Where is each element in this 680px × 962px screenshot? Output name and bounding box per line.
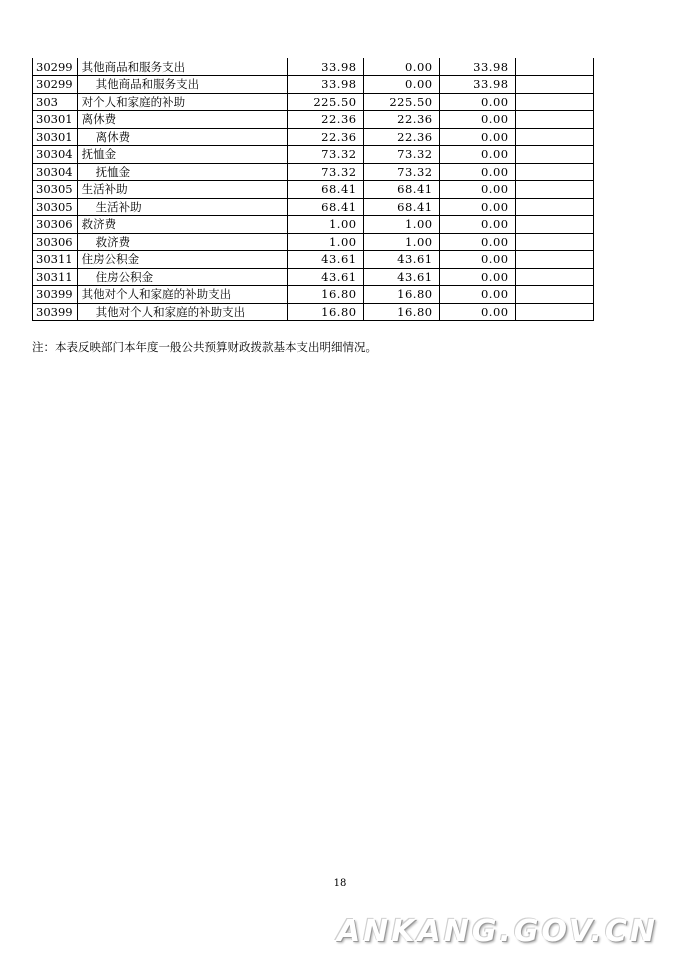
table-row bbox=[33, 93, 594, 111]
item-name-cell: 抚恤金 bbox=[77, 146, 287, 164]
total-cell: 16.80 bbox=[287, 286, 363, 304]
extra-cell bbox=[515, 303, 593, 321]
item-name-cell: 救济费 bbox=[77, 233, 287, 251]
table-row bbox=[33, 128, 594, 146]
code-cell: 30301 bbox=[33, 111, 78, 129]
public-cell: 0.00 bbox=[439, 233, 515, 251]
expenditure-table bbox=[32, 58, 594, 321]
table-row bbox=[33, 58, 594, 76]
code-cell: 30305 bbox=[33, 198, 78, 216]
table-row bbox=[33, 76, 594, 94]
extra-cell bbox=[515, 251, 593, 269]
total-cell: 1.00 bbox=[287, 216, 363, 234]
personnel-cell: 73.32 bbox=[363, 163, 439, 181]
code-cell: 30306 bbox=[33, 216, 78, 234]
table-row bbox=[33, 268, 594, 286]
code-cell: 30311 bbox=[33, 268, 78, 286]
table-row bbox=[33, 146, 594, 164]
table-row bbox=[33, 198, 594, 216]
item-name-cell: 住房公积金 bbox=[77, 268, 287, 286]
code-cell: 303 bbox=[33, 93, 78, 111]
table-row bbox=[33, 251, 594, 269]
personnel-cell: 16.80 bbox=[363, 286, 439, 304]
extra-cell bbox=[515, 128, 593, 146]
extra-cell bbox=[515, 93, 593, 111]
extra-cell bbox=[515, 198, 593, 216]
extra-cell bbox=[515, 181, 593, 199]
item-name-cell: 生活补助 bbox=[77, 198, 287, 216]
total-cell: 68.41 bbox=[287, 181, 363, 199]
extra-cell bbox=[515, 163, 593, 181]
total-cell: 73.32 bbox=[287, 163, 363, 181]
item-name-cell: 其他商品和服务支出 bbox=[77, 58, 287, 76]
item-name-cell: 其他对个人和家庭的补助支出 bbox=[77, 303, 287, 321]
extra-cell bbox=[515, 111, 593, 129]
item-name-cell: 生活补助 bbox=[77, 181, 287, 199]
item-name-cell: 其他商品和服务支出 bbox=[77, 76, 287, 94]
public-cell: 0.00 bbox=[439, 286, 515, 304]
public-cell: 0.00 bbox=[439, 268, 515, 286]
public-cell: 0.00 bbox=[439, 163, 515, 181]
personnel-cell: 73.32 bbox=[363, 146, 439, 164]
item-name-cell: 离休费 bbox=[77, 128, 287, 146]
personnel-cell: 1.00 bbox=[363, 233, 439, 251]
code-cell: 30299 bbox=[33, 76, 78, 94]
table-body bbox=[33, 58, 594, 321]
item-name-cell: 其他对个人和家庭的补助支出 bbox=[77, 286, 287, 304]
code-cell: 30304 bbox=[33, 146, 78, 164]
total-cell: 22.36 bbox=[287, 128, 363, 146]
personnel-cell: 0.00 bbox=[363, 58, 439, 76]
item-name-cell: 住房公积金 bbox=[77, 251, 287, 269]
total-cell: 33.98 bbox=[287, 58, 363, 76]
item-name-cell: 救济费 bbox=[77, 216, 287, 234]
code-cell: 30311 bbox=[33, 251, 78, 269]
total-cell: 33.98 bbox=[287, 76, 363, 94]
total-cell: 43.61 bbox=[287, 268, 363, 286]
total-cell: 16.80 bbox=[287, 303, 363, 321]
personnel-cell: 43.61 bbox=[363, 251, 439, 269]
public-cell: 33.98 bbox=[439, 58, 515, 76]
code-cell: 30304 bbox=[33, 163, 78, 181]
total-cell: 1.00 bbox=[287, 233, 363, 251]
code-cell: 30299 bbox=[33, 58, 78, 76]
extra-cell bbox=[515, 146, 593, 164]
item-name-cell: 对个人和家庭的补助 bbox=[77, 93, 287, 111]
extra-cell bbox=[515, 58, 593, 76]
personnel-cell: 1.00 bbox=[363, 216, 439, 234]
extra-cell bbox=[515, 76, 593, 94]
item-name-cell: 抚恤金 bbox=[77, 163, 287, 181]
code-cell: 30306 bbox=[33, 233, 78, 251]
table-row bbox=[33, 216, 594, 234]
public-cell: 0.00 bbox=[439, 181, 515, 199]
extra-cell bbox=[515, 216, 593, 234]
public-cell: 0.00 bbox=[439, 93, 515, 111]
item-name-cell: 离休费 bbox=[77, 111, 287, 129]
personnel-cell: 68.41 bbox=[363, 181, 439, 199]
extra-cell bbox=[515, 233, 593, 251]
extra-cell bbox=[515, 286, 593, 304]
total-cell: 22.36 bbox=[287, 111, 363, 129]
public-cell: 0.00 bbox=[439, 303, 515, 321]
personnel-cell: 225.50 bbox=[363, 93, 439, 111]
table-row bbox=[33, 233, 594, 251]
public-cell: 0.00 bbox=[439, 251, 515, 269]
table-note: 注：本表反映部门本年度一般公共预算财政拨款基本支出明细情况。 bbox=[32, 340, 377, 354]
personnel-cell: 68.41 bbox=[363, 198, 439, 216]
table-row bbox=[33, 163, 594, 181]
public-cell: 0.00 bbox=[439, 128, 515, 146]
public-cell: 0.00 bbox=[439, 146, 515, 164]
extra-cell bbox=[515, 268, 593, 286]
code-cell: 30305 bbox=[33, 181, 78, 199]
site-watermark: ANKANG.GOV.CN bbox=[336, 914, 658, 949]
code-cell: 30399 bbox=[33, 303, 78, 321]
personnel-cell: 43.61 bbox=[363, 268, 439, 286]
public-cell: 0.00 bbox=[439, 111, 515, 129]
table-row bbox=[33, 303, 594, 321]
code-cell: 30301 bbox=[33, 128, 78, 146]
code-cell: 30399 bbox=[33, 286, 78, 304]
personnel-cell: 0.00 bbox=[363, 76, 439, 94]
total-cell: 68.41 bbox=[287, 198, 363, 216]
total-cell: 43.61 bbox=[287, 251, 363, 269]
personnel-cell: 22.36 bbox=[363, 128, 439, 146]
personnel-cell: 16.80 bbox=[363, 303, 439, 321]
total-cell: 225.50 bbox=[287, 93, 363, 111]
public-cell: 0.00 bbox=[439, 198, 515, 216]
total-cell: 73.32 bbox=[287, 146, 363, 164]
public-cell: 0.00 bbox=[439, 216, 515, 234]
table-row bbox=[33, 286, 594, 304]
page-number: 18 bbox=[333, 878, 347, 889]
table-row bbox=[33, 181, 594, 199]
table-row bbox=[33, 111, 594, 129]
public-cell: 33.98 bbox=[439, 76, 515, 94]
personnel-cell: 22.36 bbox=[363, 111, 439, 129]
